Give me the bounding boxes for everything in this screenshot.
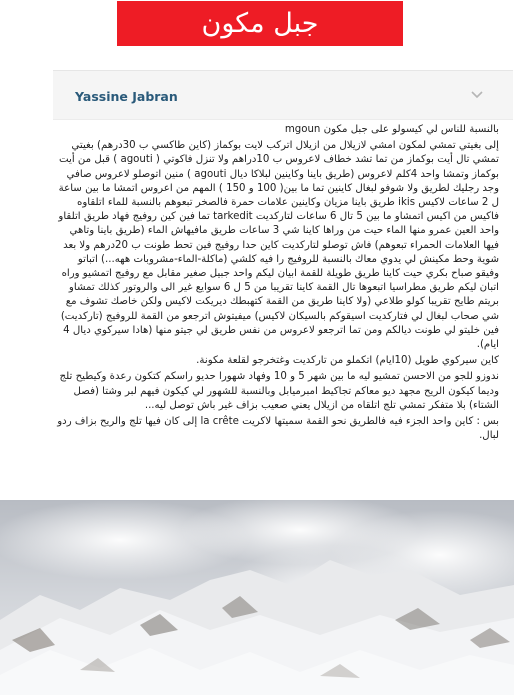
post-paragraph: كاين سيركوي طويل (10ايام) اتكملو من تاركديت وغتخرجو لقلعة مكونة. [196, 355, 499, 367]
post-body [53, 123, 505, 495]
author-name-link[interactable]: Yassine Jabran [75, 89, 178, 104]
mountain-photo [0, 500, 514, 695]
post-header [53, 71, 513, 120]
page-title: جبل مكون [201, 8, 319, 39]
post-card [53, 70, 513, 491]
chevron-down-icon[interactable] [469, 86, 485, 102]
post-paragraph: بس : كاين واحد الجزء فيه فالطريق نحو القمة سميتها لاكريت la crête إلى كان فيها تلج والريح بزاف ردو لبال. [57, 416, 499, 442]
mountain-photo-image [0, 500, 514, 695]
page-title-banner [117, 1, 403, 46]
post-paragraph: ندوزو للجو من الاحسن تمشيو ليه ما بين شهر 5 و 10 وفهاد شهورا حديو راسكم كتكون رعدة وكيطيح تلج وديما كيكون الريح مجهد ديو معاكم تجاكيط امبرميابل وبالنسبة للشهور لي كيكون فيهم لبر وشتا (فصل الشتاء) بلا متفكر تمشي تلج اتلقاه من ازيلال يعني صعيب بزاف غير باش توصل ليه... [59, 371, 499, 411]
post-paragraph: بالنسبة للناس لي كيسولو على جبل مكون mgoun [284, 124, 499, 135]
post-paragraph: إلى بغيتي تمشي لمكون امشي لازيلال من ازيلال اتركب لايت بوكماز (كاين طاكسي ب 30درهم) بغيتي تمشي تال أيت بوكماز من تما تشد خطاف لاعروس ب 10دراهم ولا تنزل فاكوتي ( agouti ) قبل من أيت بوكماز وتمشا واحد 4كلم لاعروس (طريق باينا وكاينين لبلاكا ديال agouti ) منين اتوصلو لاعروس صافي وجد رجليك لطريق ولا شوفو لبغال كاينين تما ما بين( 100 و 150 ) المهم من اعروس اتمشا ما بين ساعة ل 2 ساعات لاكيس ikis طريق باينا مزيان وكاينين علامات حمرة فالصخر تبعوهم بالنسبة للماء اتلقاوه فاكيس من اكيس اتمشاو ما بين 5 تال 6 ساعات لتاركديت tarkedit تما فين كين روفيج فهاد طريق اتلقاو واحد العين عمرو منها الماء حيت من وراها كاينا شي 3 ساعات طريق مافيهاش الماء (طريق باينا وتاهي فيها العلامات الحمراء تبعوهم) فاش توصلو لتاركديت كاين حدا روفيج فين تحط طونت ب 20درهم ولا بعد شوية وحط مكينش لي يدوي معاك بالنسبة للروفيج را فيه كلشي (ماكلة-الماء-مشروبات ههه...) اتباتو وفيقو صباح بكري حيت كاينا طريق طويلة للقمة ابيان ليكم واحد جبيل صغير مقابل مع روفيج اتمشيو وراه اتبان ليكم طريق مطراسيا اتبعوها تال القمة كاينا تقريبا من 5 ل 6 سوايع غير الى والروتور كذلك تمشاو بريتم طايح تقريبا كولو طلاعي (ولا كاينا طريق من القمة كتهبطك ديريكت لاكيس ولكن خاصك تشوف مع شي صحاب لبغال لي فتاركديت اسيقوكم بالسيكان لاكيس) ميفيتوش اترجعو من القمة للروفيج (تاركديت) فين خليتو لي طونت ديالكم ومن تما اترجعو لاعروس من نفس طريق لي جيتو منها (هادا سيركوي ديال 4 ايام). [58, 140, 499, 351]
